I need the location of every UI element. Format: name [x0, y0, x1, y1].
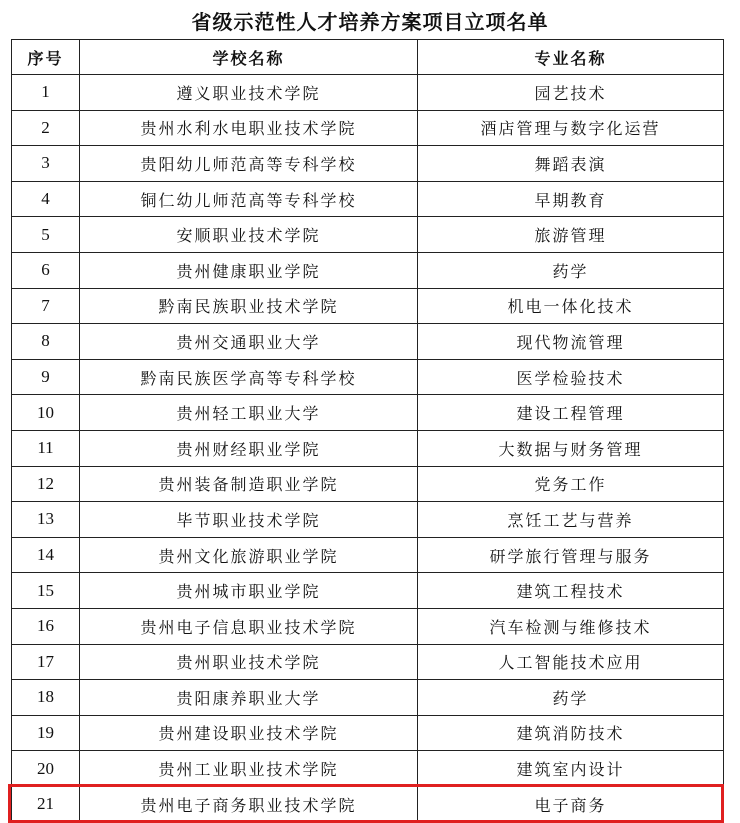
cell-major: 舞蹈表演	[418, 146, 724, 182]
cell-school: 贵州财经职业学院	[80, 430, 418, 466]
cell-major: 人工智能技术应用	[418, 644, 724, 680]
cell-no: 3	[12, 146, 80, 182]
cell-school: 毕节职业技术学院	[80, 502, 418, 538]
cell-no: 14	[12, 537, 80, 573]
page-title: 省级示范性人才培养方案项目立项名单	[191, 10, 549, 34]
cell-no: 18	[12, 680, 80, 716]
cell-major: 汽车检测与维修技术	[418, 608, 724, 644]
table-row	[12, 680, 724, 716]
table-row	[12, 395, 724, 431]
table-row	[12, 502, 724, 538]
cell-major: 现代物流管理	[418, 324, 724, 360]
project-list-table	[11, 39, 724, 822]
cell-no: 7	[12, 288, 80, 324]
table-row	[12, 537, 724, 573]
cell-no: 5	[12, 217, 80, 253]
column-header-school: 学校名称	[80, 40, 418, 75]
table-row	[12, 715, 724, 751]
cell-school: 遵义职业技术学院	[80, 75, 418, 111]
table-row	[12, 324, 724, 360]
cell-no: 1	[12, 75, 80, 111]
table-row	[12, 288, 724, 324]
cell-no: 10	[12, 395, 80, 431]
cell-no: 12	[12, 466, 80, 502]
table-body	[12, 75, 724, 822]
table-row	[12, 573, 724, 609]
table-row	[12, 608, 724, 644]
cell-no: 9	[12, 359, 80, 395]
cell-major: 早期教育	[418, 181, 724, 217]
table-row	[12, 181, 724, 217]
table-row	[12, 146, 724, 182]
cell-school: 贵州工业职业技术学院	[80, 751, 418, 787]
cell-major: 园艺技术	[418, 75, 724, 111]
cell-major: 酒店管理与数字化运营	[418, 110, 724, 146]
cell-no: 13	[12, 502, 80, 538]
cell-school: 贵州电子商务职业技术学院	[80, 786, 418, 822]
cell-major: 建筑工程技术	[418, 573, 724, 609]
column-header-major: 专业名称	[418, 40, 724, 75]
cell-school: 贵阳幼儿师范高等专科学校	[80, 146, 418, 182]
cell-school: 黔南民族医学高等专科学校	[80, 359, 418, 395]
cell-major: 建筑室内设计	[418, 751, 724, 787]
cell-school: 贵州城市职业学院	[80, 573, 418, 609]
cell-school: 贵阳康养职业大学	[80, 680, 418, 716]
table-header-row	[12, 40, 724, 75]
cell-no: 2	[12, 110, 80, 146]
cell-no: 4	[12, 181, 80, 217]
cell-no: 17	[12, 644, 80, 680]
column-header-no: 序号	[12, 40, 80, 75]
cell-major: 建设工程管理	[418, 395, 724, 431]
table-row-highlighted	[12, 786, 724, 822]
cell-no: 16	[12, 608, 80, 644]
cell-school: 贵州轻工职业大学	[80, 395, 418, 431]
cell-school: 贵州建设职业技术学院	[80, 715, 418, 751]
cell-major: 医学检验技术	[418, 359, 724, 395]
cell-major: 建筑消防技术	[418, 715, 724, 751]
table-row	[12, 359, 724, 395]
cell-major: 药学	[418, 252, 724, 288]
cell-major: 机电一体化技术	[418, 288, 724, 324]
table-row	[12, 644, 724, 680]
table-row	[12, 217, 724, 253]
cell-major: 研学旅行管理与服务	[418, 537, 724, 573]
cell-major: 烹饪工艺与营养	[418, 502, 724, 538]
cell-school: 贵州职业技术学院	[80, 644, 418, 680]
cell-no: 21	[12, 786, 80, 822]
cell-no: 20	[12, 751, 80, 787]
cell-school: 铜仁幼儿师范高等专科学校	[80, 181, 418, 217]
cell-school: 贵州文化旅游职业学院	[80, 537, 418, 573]
cell-school: 贵州装备制造职业学院	[80, 466, 418, 502]
cell-school: 安顺职业技术学院	[80, 217, 418, 253]
cell-school: 贵州健康职业学院	[80, 252, 418, 288]
table-row	[12, 430, 724, 466]
table-row	[12, 75, 724, 111]
cell-school: 黔南民族职业技术学院	[80, 288, 418, 324]
cell-major: 电子商务	[418, 786, 724, 822]
table-row	[12, 751, 724, 787]
cell-major: 旅游管理	[418, 217, 724, 253]
cell-school: 贵州水利水电职业技术学院	[80, 110, 418, 146]
cell-no: 11	[12, 430, 80, 466]
table-row	[12, 110, 724, 146]
cell-no: 19	[12, 715, 80, 751]
table-row	[12, 252, 724, 288]
cell-school: 贵州电子信息职业技术学院	[80, 608, 418, 644]
cell-no: 6	[12, 252, 80, 288]
cell-major: 大数据与财务管理	[418, 430, 724, 466]
cell-school: 贵州交通职业大学	[80, 324, 418, 360]
cell-no: 8	[12, 324, 80, 360]
cell-major: 药学	[418, 680, 724, 716]
table-row	[12, 466, 724, 502]
cell-major: 党务工作	[418, 466, 724, 502]
cell-no: 15	[12, 573, 80, 609]
